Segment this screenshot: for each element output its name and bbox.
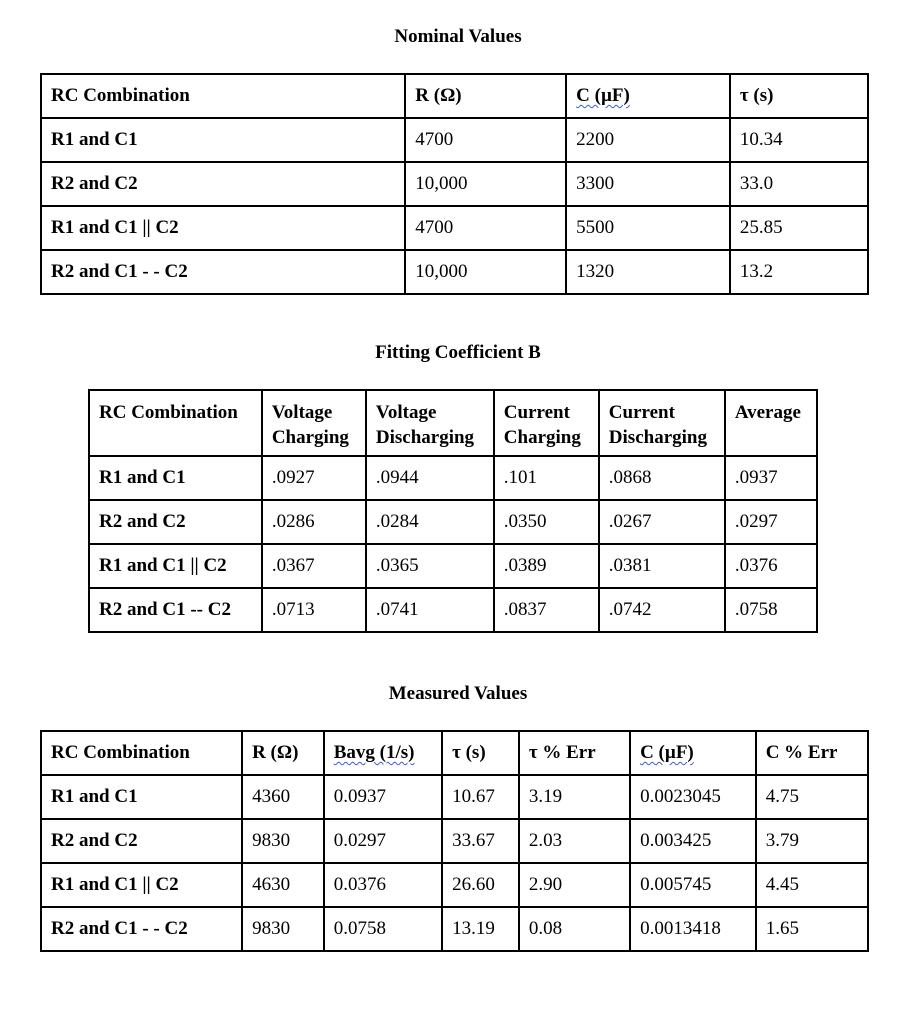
fitting-coefficient-title: Fitting Coefficient B	[375, 342, 541, 363]
cell-capacitance-error: 3.79	[756, 819, 868, 863]
table-row	[41, 863, 868, 907]
cell-voltage-charging: .0286	[262, 500, 366, 544]
cell-current-charging: .0837	[494, 588, 599, 632]
header-bavg-text: Bavg (1/s)	[333, 742, 415, 763]
cell-rc-combination: R1 and C1 || C2	[41, 206, 405, 250]
table-header-row	[89, 390, 817, 456]
cell-rc-combination: R2 and C2	[41, 819, 242, 863]
cell-rc-combination: R1 and C1 || C2	[89, 544, 262, 588]
cell-tau: 10.67	[442, 775, 519, 819]
cell-rc-combination: R1 and C1	[41, 118, 405, 162]
cell-rc-combination: R2 and C2	[89, 500, 262, 544]
cell-capacitance: 0.003425	[630, 819, 756, 863]
nominal-values-table	[40, 73, 869, 295]
header-tau: τ (s)	[442, 731, 519, 775]
cell-resistance: 9830	[242, 907, 324, 951]
cell-rc-combination: R1 and C1	[41, 775, 242, 819]
cell-resistance: 4360	[242, 775, 324, 819]
cell-voltage-charging: .0367	[262, 544, 366, 588]
table-header-row	[41, 731, 868, 775]
cell-current-discharging: .0742	[599, 588, 725, 632]
measured-values-table	[40, 730, 869, 952]
header-current-charging: Current Charging	[494, 390, 599, 456]
header-rc-combination: RC Combination	[89, 390, 262, 456]
cell-capacitance: 3300	[566, 162, 730, 206]
cell-resistance: 4700	[405, 206, 566, 250]
cell-current-charging: .0389	[494, 544, 599, 588]
fitting-coefficient-table	[88, 389, 818, 633]
table-row	[89, 456, 817, 500]
cell-average: .0297	[725, 500, 817, 544]
header-current-discharging: Current Discharging	[599, 390, 725, 456]
header-average: Average	[725, 390, 817, 456]
cell-tau: 13.19	[442, 907, 519, 951]
header-capacitance	[566, 74, 730, 118]
cell-capacitance-error: 4.45	[756, 863, 868, 907]
cell-current-charging: .0350	[494, 500, 599, 544]
cell-capacitance: 2200	[566, 118, 730, 162]
cell-tau: 13.2	[730, 250, 868, 294]
header-capacitance-text: C (µF)	[640, 742, 694, 763]
header-voltage-charging: Voltage Charging	[262, 390, 366, 456]
cell-bavg: 0.0758	[324, 907, 442, 951]
header-rc-combination: RC Combination	[41, 731, 242, 775]
table-row	[89, 588, 817, 632]
cell-capacitance: 0.0013418	[630, 907, 756, 951]
cell-capacitance: 0.005745	[630, 863, 756, 907]
header-voltage-discharging: Voltage Discharging	[366, 390, 494, 456]
table-row	[41, 118, 868, 162]
cell-resistance: 10,000	[405, 250, 566, 294]
header-capacitance-error: C % Err	[756, 731, 868, 775]
table-row	[41, 250, 868, 294]
cell-current-charging: .101	[494, 456, 599, 500]
cell-rc-combination: R2 and C1 - - C2	[41, 250, 405, 294]
cell-tau: 25.85	[730, 206, 868, 250]
cell-tau: 33.0	[730, 162, 868, 206]
header-bavg	[324, 731, 442, 775]
table-row	[41, 206, 868, 250]
measured-values-title: Measured Values	[388, 683, 528, 704]
table-header-row	[41, 74, 868, 118]
cell-resistance: 4630	[242, 863, 324, 907]
cell-rc-combination: R1 and C1	[89, 456, 262, 500]
cell-capacitance-error: 1.65	[756, 907, 868, 951]
cell-tau-error: 3.19	[519, 775, 630, 819]
header-resistance: R (Ω)	[405, 74, 566, 118]
cell-voltage-discharging: .0365	[366, 544, 494, 588]
cell-bavg: 0.0376	[324, 863, 442, 907]
cell-tau-error: 0.08	[519, 907, 630, 951]
header-resistance: R (Ω)	[242, 731, 324, 775]
cell-rc-combination: R2 and C1 - - C2	[41, 907, 242, 951]
cell-rc-combination: R1 and C1 || C2	[41, 863, 242, 907]
cell-voltage-discharging: .0944	[366, 456, 494, 500]
cell-tau-error: 2.90	[519, 863, 630, 907]
cell-average: .0376	[725, 544, 817, 588]
header-tau: τ (s)	[730, 74, 868, 118]
cell-tau-error: 2.03	[519, 819, 630, 863]
cell-bavg: 0.0297	[324, 819, 442, 863]
header-capacitance-text: C (µF)	[576, 85, 630, 106]
cell-capacitance: 5500	[566, 206, 730, 250]
cell-current-discharging: .0868	[599, 456, 725, 500]
cell-capacitance: 0.0023045	[630, 775, 756, 819]
cell-rc-combination: R2 and C1 -- C2	[89, 588, 262, 632]
table-row	[41, 907, 868, 951]
cell-resistance: 10,000	[405, 162, 566, 206]
cell-capacitance-error: 4.75	[756, 775, 868, 819]
cell-voltage-charging: .0927	[262, 456, 366, 500]
cell-bavg: 0.0937	[324, 775, 442, 819]
cell-resistance: 9830	[242, 819, 324, 863]
table-row	[41, 775, 868, 819]
cell-current-discharging: .0267	[599, 500, 725, 544]
cell-average: .0937	[725, 456, 817, 500]
header-capacitance	[630, 731, 756, 775]
table-row	[89, 500, 817, 544]
table-row	[41, 162, 868, 206]
cell-voltage-charging: .0713	[262, 588, 366, 632]
cell-resistance: 4700	[405, 118, 566, 162]
cell-tau: 33.67	[442, 819, 519, 863]
cell-rc-combination: R2 and C2	[41, 162, 405, 206]
nominal-values-title: Nominal Values	[394, 26, 522, 47]
header-tau-error: τ % Err	[519, 731, 630, 775]
cell-voltage-discharging: .0284	[366, 500, 494, 544]
cell-capacitance: 1320	[566, 250, 730, 294]
header-rc-combination: RC Combination	[41, 74, 405, 118]
cell-tau: 10.34	[730, 118, 868, 162]
table-row	[89, 544, 817, 588]
cell-tau: 26.60	[442, 863, 519, 907]
cell-current-discharging: .0381	[599, 544, 725, 588]
cell-voltage-discharging: .0741	[366, 588, 494, 632]
table-row	[41, 819, 868, 863]
cell-average: .0758	[725, 588, 817, 632]
